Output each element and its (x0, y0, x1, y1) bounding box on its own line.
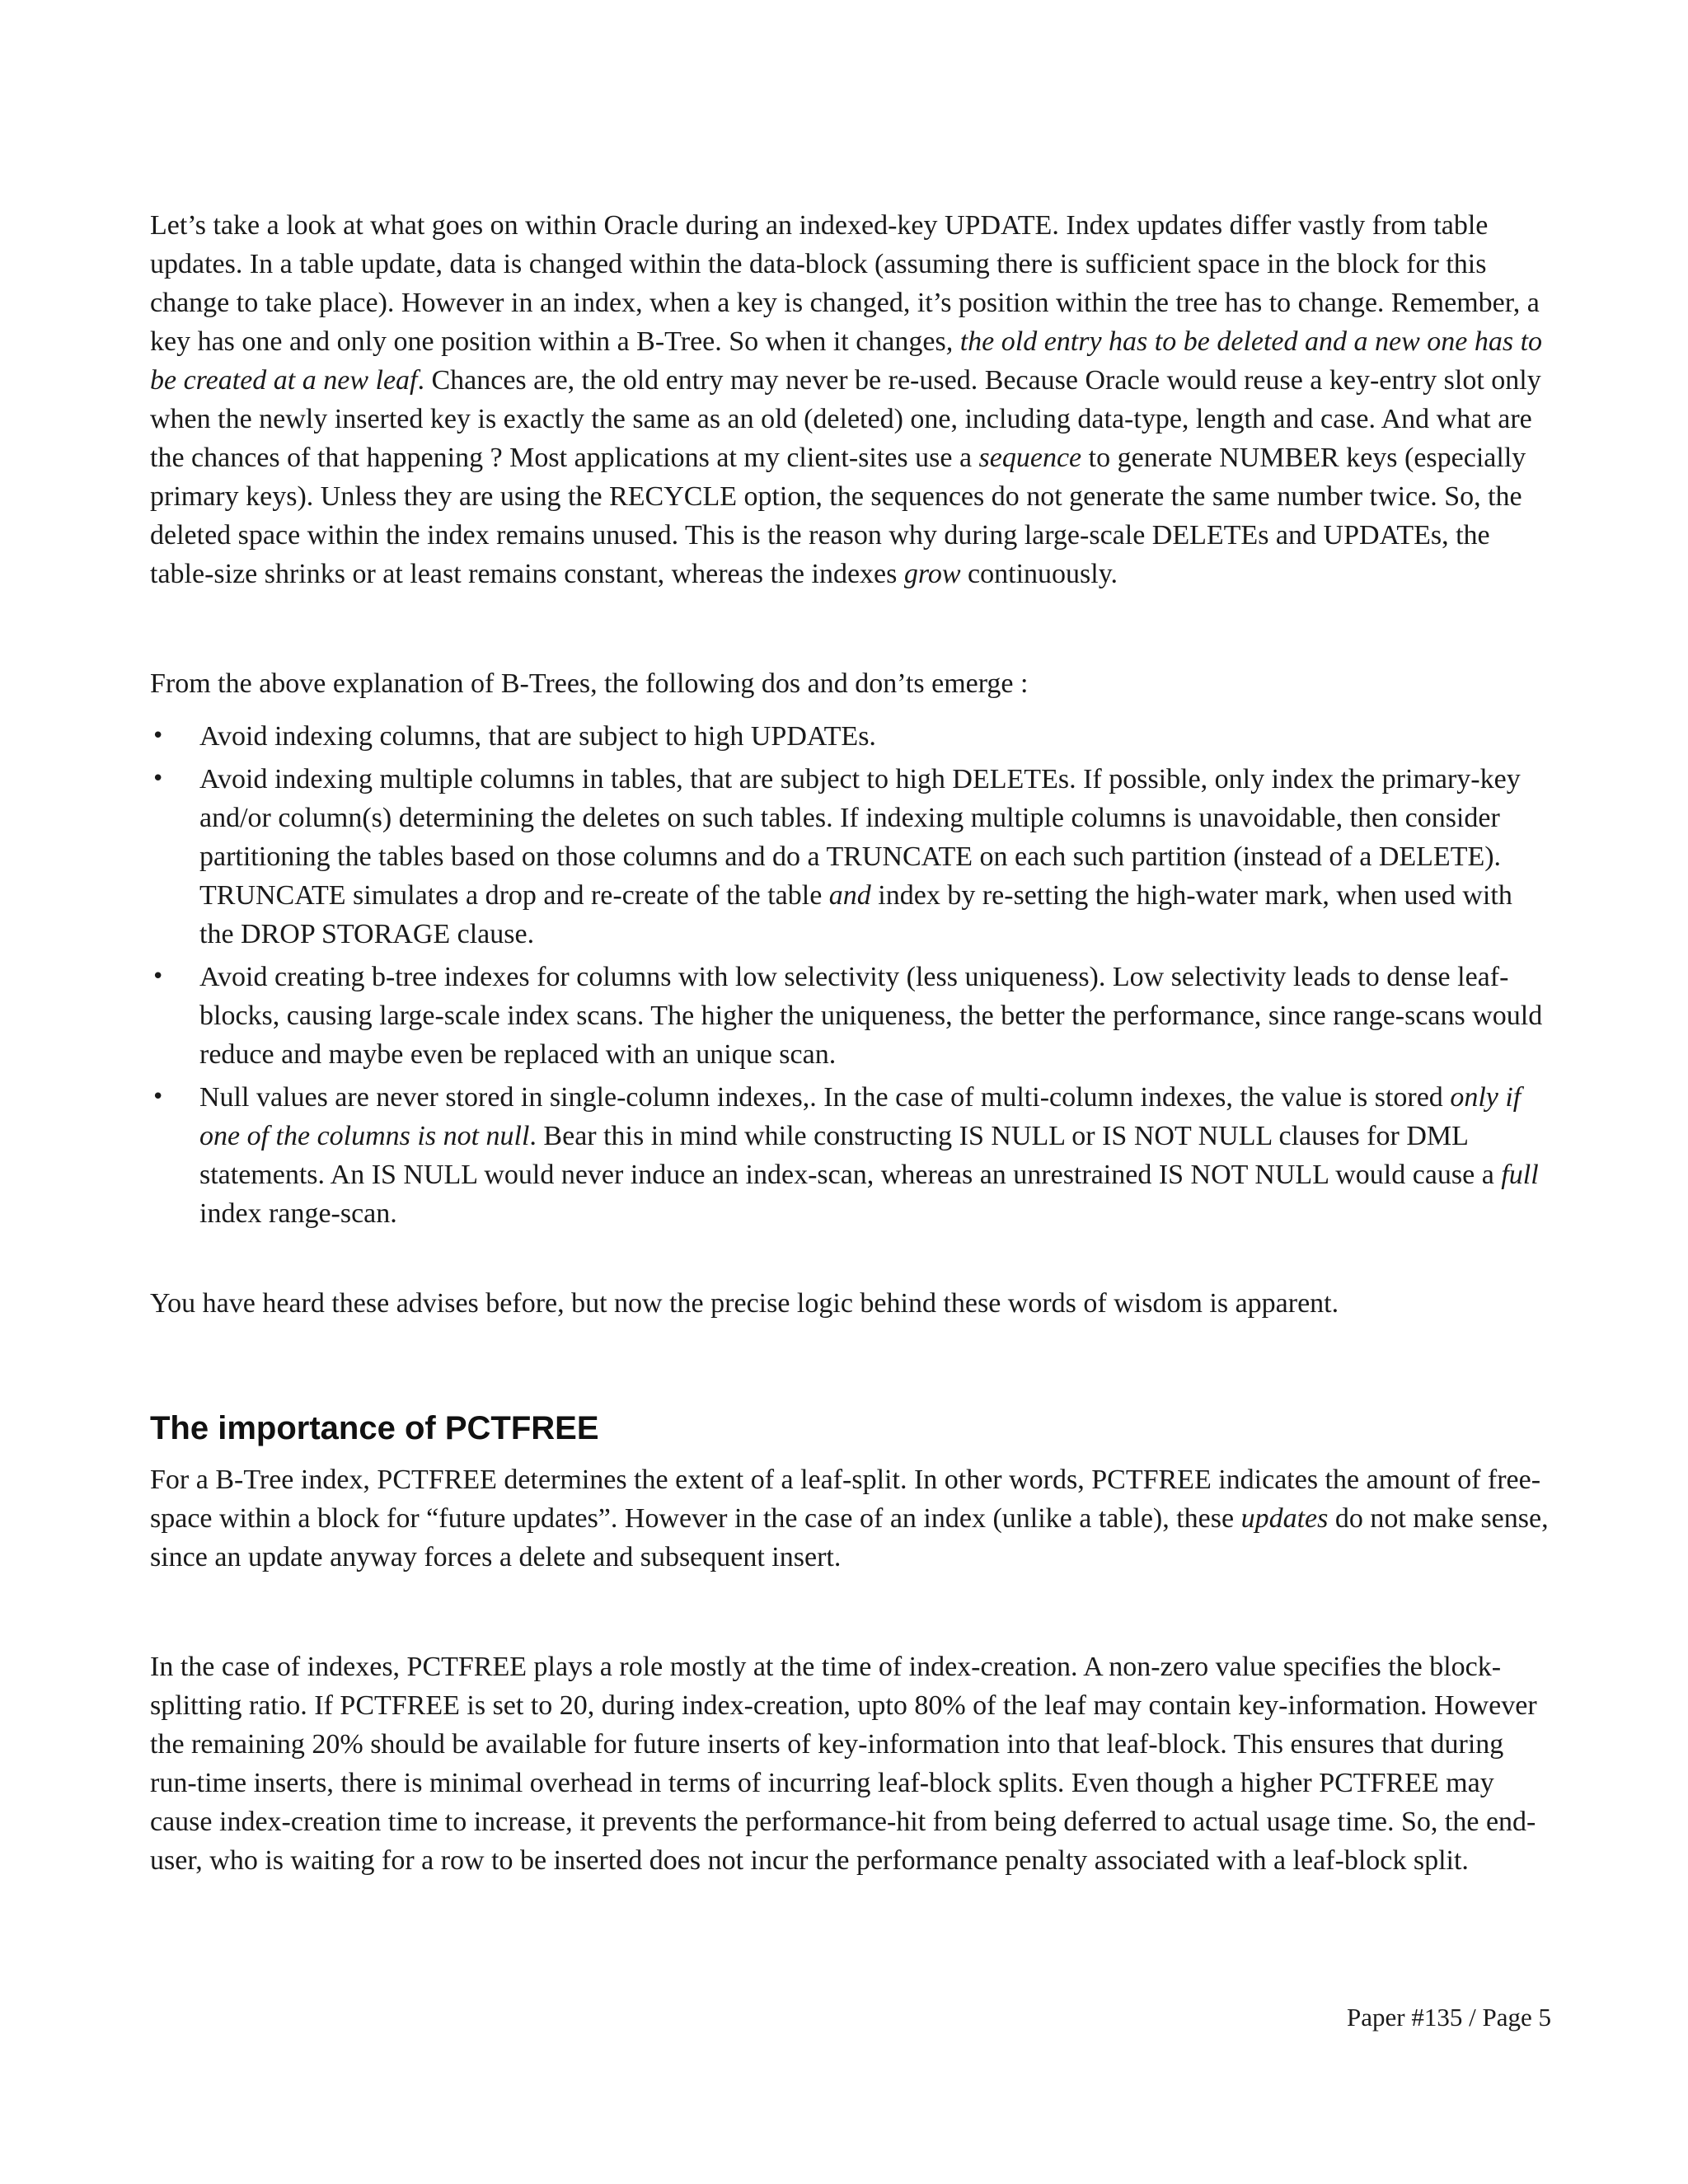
document-body (150, 206, 1551, 1880)
emphasis-text: updates (1240, 1503, 1329, 1534)
list-item (150, 717, 1551, 756)
emphasis-text: , the old entry has to be deleted and a new one has to be created at a new leaf (150, 326, 1543, 396)
dos-donts-list (150, 717, 1551, 1233)
bullet-icon: • (152, 724, 165, 748)
paragraph-pctfree-indexes: In the case of indexes, PCTFREE plays a role mostly at the time of index-creation. A non-zero value specifies the block-splitting ratio. If PCTFREE is set to 20, during index-creation, upto 80% of the leaf may contain key-information. However the remaining 20% should be available for future inserts of key-information into that leaf-block. This ensures that during run-time inserts, there is minimal overhead in terms of incurring leaf-block splits. Even though a higher PCTFREE may cause index-creation time to increase, it prevents the performance-hit from being deferred to actual usage time. So, the end-user, who is waiting for a row to be inserted does not incur the performance penalty associated with a leaf-block split. (150, 1652, 1537, 1876)
emphasis-text: and (828, 880, 871, 911)
paragraph-dos-donts-intro: From the above explanation of B-Trees, the following dos and don’ts emerge : (150, 668, 1029, 699)
paragraph-index-updates: Let’s take a look at what goes on within Oracle during an indexed-key UPDATE. Index updates differ vastly from table updates. In a table update, data is changed within the data-block (assuming there is sufficient space in the block for this change to take place). However in an index, when a key is changed, it’s position within the tree has to change. Remember, a key has one and only one position within a B-Tree. So when it changes, the old entry has to be deleted and a new one has to be created at a new leaf. Chances are, the old entry may never be re-used. Because Oracle would reuse a key-entry slot only when the newly inserted key is exactly the same as an old (deleted) one, including data-type, length and case. And what are the chances of that happening ? Most applications at my client-sites use a sequence to generate NUMBER keys (especially primary keys). Unless they are using the RECYCLE option, the sequences do not generate the same number twice. So, the deleted space within the index remains unused. This is the reason why during large-scale DELETEs and UPDATEs, the table-size shrinks or at least remains constant, whereas the indexes grow continuously. (150, 210, 1543, 589)
bullet-icon: • (152, 964, 165, 989)
bullet-icon: • (152, 1085, 165, 1109)
list-item (150, 1078, 1551, 1233)
list-item-text: Avoid indexing columns, that are subject to high UPDATEs. (199, 721, 876, 752)
emphasis-text: only if one of the columns is not null (199, 1082, 1522, 1151)
paragraph-advice: You have heard these advises before, but now the precise logic behind these words of wisdom is apparent. (150, 1288, 1339, 1319)
list-item (150, 760, 1551, 954)
bullet-icon: • (152, 766, 165, 791)
list-item-text: Null values are never stored in single-column indexes,. In the case of multi-column indexes, the value is stored only if one of the columns is not null. Bear this in mind while constructing IS NULL or IS NOT NULL clauses for DML statements. An IS NULL would never induce an index-scan, whereas an unrestrained IS NOT NULL would cause a full index range-scan. (199, 1082, 1539, 1229)
emphasis-text: grow (903, 559, 961, 589)
list-item (150, 958, 1551, 1074)
paragraph-pctfree-definition: For a B-Tree index, PCTFREE determines the extent of a leaf-split. In other words, PCTFREE indicates the amount of free-space within a block for “future updates”. However in the case of an index (unlike a table), these updates do not make sense, since an update anyway forces a delete and subsequent insert. (150, 1465, 1549, 1572)
page-footer: Paper #135 / Page 5 (1347, 2003, 1551, 2032)
list-item-text: Avoid creating b-tree indexes for columns with low selectivity (less uniqueness). Low selectivity leads to dense leaf-blocks, causing large-scale index scans. The higher the uniqueness, the better the performance, since range-scans would reduce and maybe even be replaced with an unique scan. (199, 962, 1543, 1070)
emphasis-text: full (1501, 1160, 1539, 1190)
section-heading: The importance of PCTFREE (150, 1410, 599, 1446)
list-item-text: Avoid indexing multiple columns in tables, that are subject to high DELETEs. If possible, only index the primary-key and/or column(s) determining the deletes on such tables. If indexing multiple columns is unavoidable, then consider partitioning the tables based on those columns and do a TRUNCATE on each such partition (instead of a DELETE). TRUNCATE simulates a drop and re-create of the table and index by re-setting the high-water mark, when used with the DROP STORAGE clause. (199, 764, 1521, 949)
emphasis-text: sequence (978, 443, 1082, 473)
